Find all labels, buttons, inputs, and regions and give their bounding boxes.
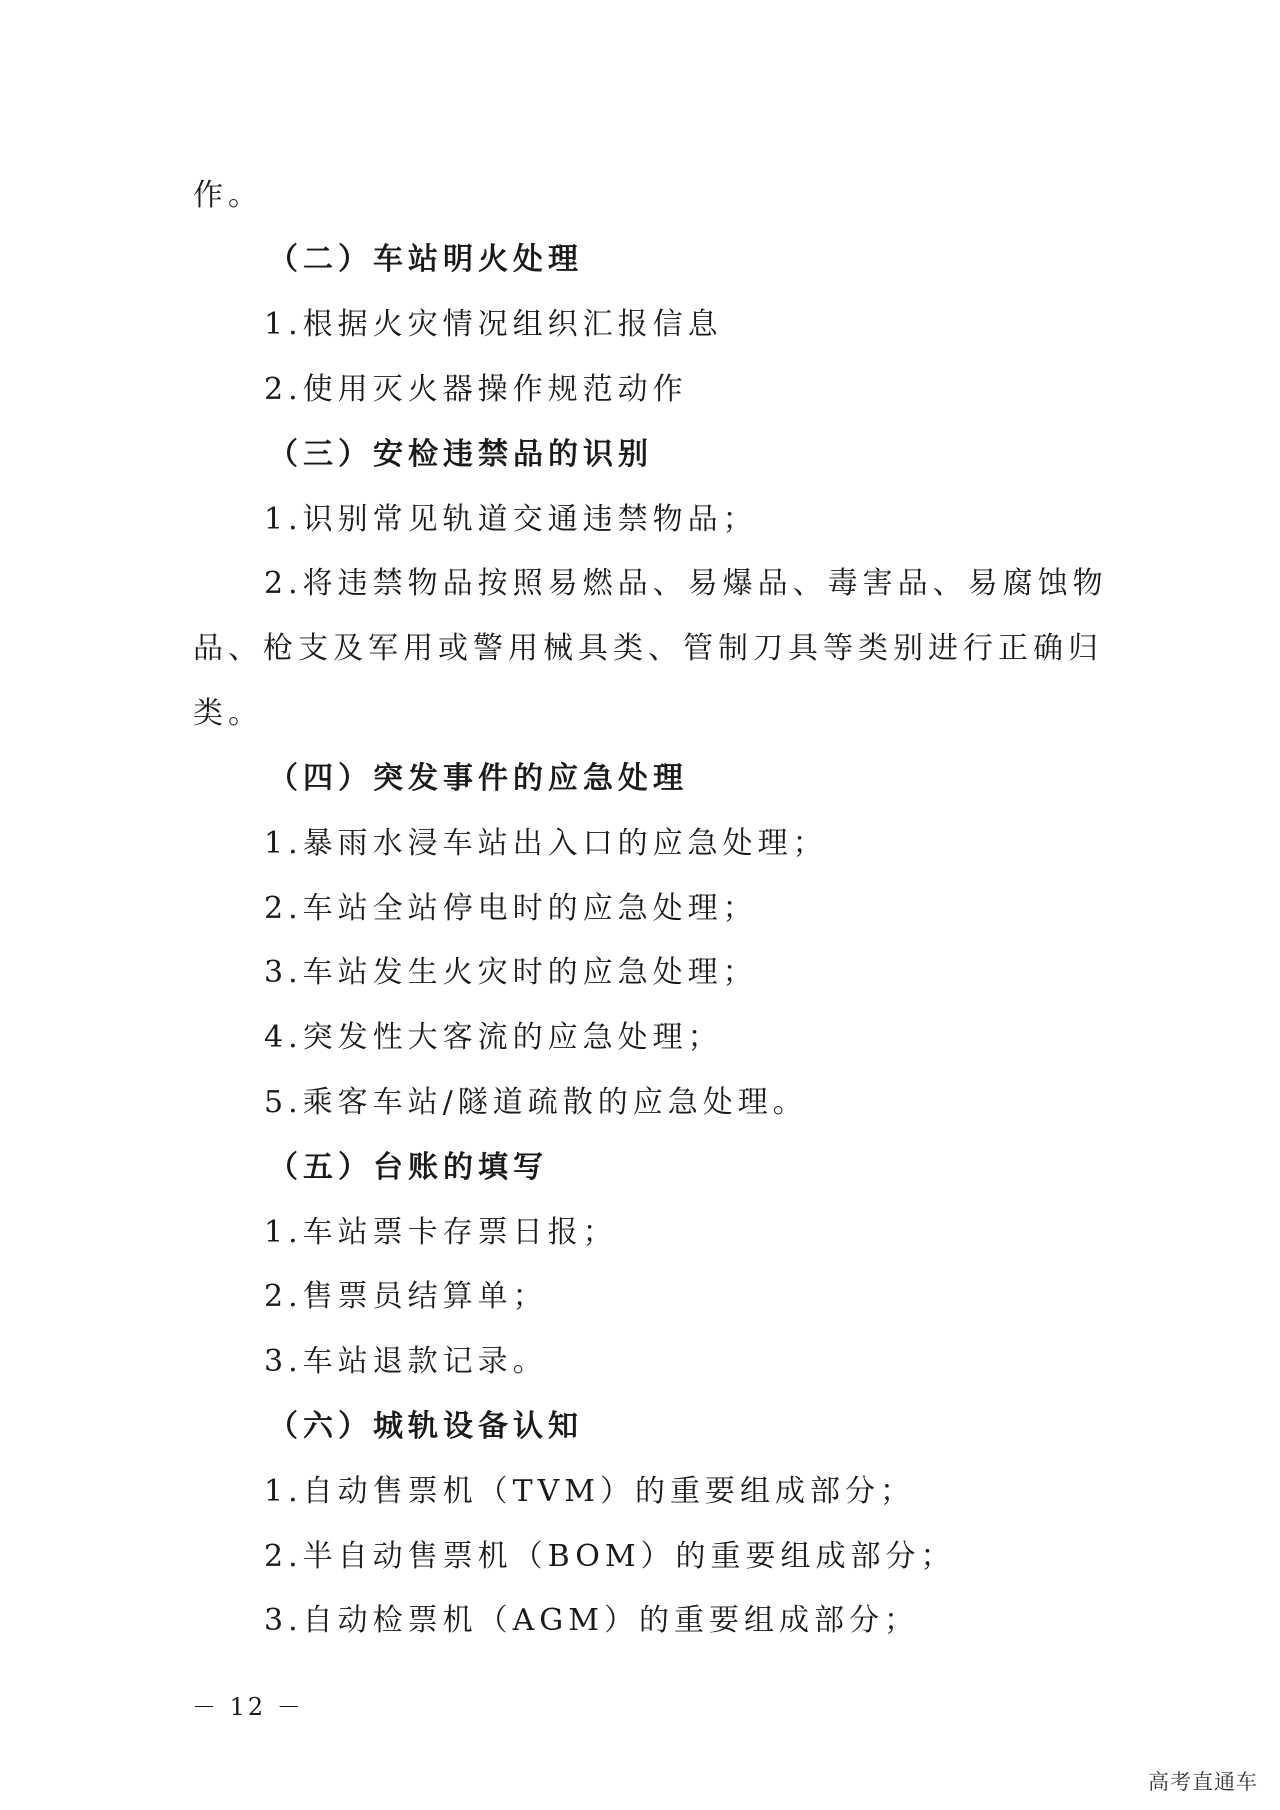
text-line-continuation: 作。 — [193, 178, 263, 213]
text-line: 1.暴雨水浸车站出入口的应急处理； — [264, 826, 828, 861]
text-line: 4.突发性大客流的应急处理； — [264, 1020, 723, 1055]
text-line: 品、枪支及军用或警用械具类、管制刀具等类别进行正确归 — [193, 631, 1103, 666]
text-line: 2.半自动售票机（BOM）的重要组成部分； — [264, 1539, 956, 1574]
text-line: 3.自动检票机（AGM）的重要组成部分； — [264, 1603, 919, 1638]
text-line: 类。 — [193, 696, 263, 731]
text-line: 2.车站全站停电时的应急处理； — [264, 891, 758, 926]
text-line: 5.乘客车站/隧道疏散的应急处理。 — [264, 1085, 808, 1120]
section-heading-5: （五）台账的填写 — [268, 1150, 548, 1185]
text-line: 1.识别常见轨道交通违禁物品； — [264, 502, 758, 537]
text-line: 3.车站退款记录。 — [264, 1344, 548, 1379]
watermark-text: 高考直通车 — [1148, 1770, 1258, 1794]
text-line: 1.根据火灾情况组织汇报信息 — [264, 307, 723, 342]
section-heading-2: （二）车站明火处理 — [268, 242, 583, 277]
section-heading-3: （三）安检违禁品的识别 — [268, 437, 653, 472]
text-line: 1.自动售票机（TVM）的重要组成部分； — [264, 1474, 916, 1509]
text-line: 1.车站票卡存票日报； — [264, 1215, 618, 1250]
text-line: 2.将违禁物品按照易燃品、易爆品、毒害品、易腐蚀物 — [264, 566, 1108, 601]
page-number: － 12 － — [192, 1693, 304, 1721]
section-heading-6: （六）城轨设备认知 — [268, 1409, 583, 1444]
text-line: 2.售票员结算单； — [264, 1279, 548, 1314]
text-line: 3.车站发生火灾时的应急处理； — [264, 955, 758, 990]
section-heading-4: （四）突发事件的应急处理 — [268, 761, 688, 796]
text-line: 2.使用灭火器操作规范动作 — [264, 372, 688, 407]
